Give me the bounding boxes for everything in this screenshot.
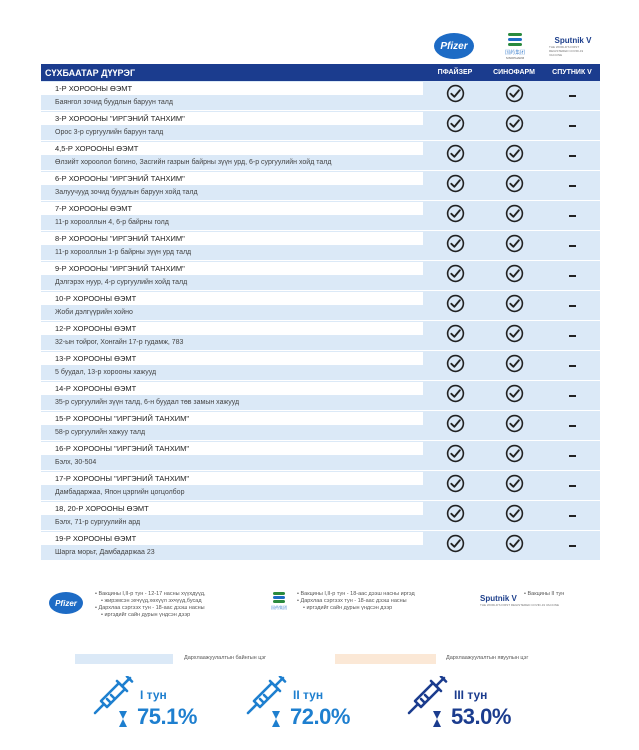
vaccine-logos: [0, 30, 639, 62]
legend-label-permanent: Дархлаажуулалтын байнгын цэг: [184, 655, 267, 661]
site-address: 11-р хорооллын 1-р байрны зүүн урд талд: [55, 249, 192, 256]
hourglass-icon: [432, 710, 442, 728]
dash-icon: [569, 275, 576, 277]
site-name: 3-Р ХОРООНЫ "ИРГЭНИЙ ТАНХИМ": [41, 112, 423, 125]
check-circle-icon: [446, 234, 465, 258]
note-line: • Вакцины II тун: [524, 591, 564, 598]
availability-sputnik: [543, 473, 601, 499]
check-circle-icon: [446, 474, 465, 498]
sputnik-logo-text: Sputnik V: [554, 35, 592, 45]
table-row: [41, 111, 600, 141]
site-name: 17-Р ХОРООНЫ "ИРГЭНИЙ ТАНХИМ": [41, 472, 423, 485]
availability-sputnik: [543, 113, 601, 139]
dash-icon: [569, 485, 576, 487]
dash-icon: [569, 335, 576, 337]
availability-sinopharm: [485, 263, 543, 289]
site-address: Баянгол зочид буудлын баруун талд: [55, 99, 173, 106]
availability-sinopharm: [485, 383, 543, 409]
site-address: Бэлх, 30-504: [55, 459, 97, 466]
table-row: [41, 321, 600, 351]
availability-pfizer: [426, 353, 484, 379]
availability-pfizer: [426, 143, 484, 169]
availability-sinopharm: [485, 203, 543, 229]
pfizer-logo: [432, 30, 476, 62]
note-sinopharm-text: [297, 591, 415, 612]
dash-icon: [569, 215, 576, 217]
availability-pfizer: [426, 83, 484, 109]
availability-sinopharm: [485, 143, 543, 169]
check-circle-icon: [446, 144, 465, 168]
site-name: 10-Р ХОРООНЫ ӨЭМТ: [41, 292, 423, 305]
availability-sinopharm: [485, 353, 543, 379]
dash-icon: [569, 395, 576, 397]
vaccine-notes: [0, 588, 639, 628]
availability-sputnik: [543, 83, 601, 109]
check-circle-icon: [446, 264, 465, 288]
hourglass-icon: [118, 710, 128, 728]
column-header-sinopharm: СИНОФАРМ: [493, 69, 535, 76]
availability-sputnik: [543, 323, 601, 349]
vaccination-stats: [0, 676, 639, 736]
site-name: 7-Р ХОРООНЫ ӨЭМТ: [41, 202, 423, 215]
table-row: [41, 261, 600, 291]
table-row: [41, 441, 600, 471]
availability-sputnik: [543, 503, 601, 529]
check-circle-icon: [505, 144, 524, 168]
check-circle-icon: [505, 534, 524, 558]
site-address: 32-ын тойрог, Хонгайн 17-р гудамж, 783: [55, 339, 184, 346]
site-address: Өлзийт хороолол богино, Засгийн газрын байрны зүүн урд, 6-р сургуулийн хойд талд: [55, 159, 332, 166]
check-circle-icon: [505, 414, 524, 438]
check-circle-icon: [505, 294, 524, 318]
dose-label: III тун: [454, 688, 488, 702]
availability-sinopharm: [485, 533, 543, 559]
hourglass-icon: [271, 710, 281, 728]
site-address: Дэлгэрэх нуур, 4-р сургуулийн хойд талд: [55, 279, 188, 286]
availability-pfizer: [426, 443, 484, 469]
check-circle-icon: [446, 324, 465, 348]
table-row: [41, 471, 600, 501]
availability-sinopharm: [485, 173, 543, 199]
availability-sputnik: [543, 203, 601, 229]
check-circle-icon: [446, 354, 465, 378]
check-circle-icon: [505, 504, 524, 528]
availability-sinopharm: [485, 113, 543, 139]
note-pfizer-logo: Pfizer: [49, 592, 83, 614]
availability-sputnik: [543, 443, 601, 469]
check-circle-icon: [446, 504, 465, 528]
note-line: • Вакцины I,II-р тун - 18-аас дээш насны иргэд: [297, 591, 415, 598]
dose-percent: 75.1%: [137, 704, 197, 729]
dash-icon: [569, 545, 576, 547]
table-row: [41, 381, 600, 411]
check-circle-icon: [446, 84, 465, 108]
site-name: 8-Р ХОРООНЫ "ИРГЭНИЙ ТАНХИМ": [41, 232, 423, 245]
site-name: 13-Р ХОРООНЫ ӨЭМТ: [41, 352, 423, 365]
note-sputnik-logo-text: Sputnik V: [480, 594, 517, 603]
syringe-icon: [245, 676, 289, 716]
sputnik-logo: [549, 30, 597, 62]
sinopharm-mark-icon: [272, 592, 286, 604]
table-row: [41, 171, 600, 201]
site-name: 6-Р ХОРООНЫ "ИРГЭНИЙ ТАНХИМ": [41, 172, 423, 185]
sinopharm-mark-icon: [506, 33, 524, 47]
check-circle-icon: [505, 474, 524, 498]
site-name: 1-Р ХОРООНЫ ӨЭМТ: [41, 82, 423, 95]
note-line: • Дархлаа сэргээх тун - 18-аас дээш насны: [95, 605, 206, 612]
dash-icon: [569, 155, 576, 157]
table-row: [41, 141, 600, 171]
availability-sinopharm: [485, 233, 543, 259]
dash-icon: [569, 125, 576, 127]
availability-sinopharm: [485, 293, 543, 319]
check-circle-icon: [505, 324, 524, 348]
dash-icon: [569, 185, 576, 187]
site-address: 5 буудал, 13-р хорооны хажууд: [55, 369, 157, 376]
availability-pfizer: [426, 233, 484, 259]
availability-sinopharm: [485, 323, 543, 349]
availability-pfizer: [426, 473, 484, 499]
sinopharm-logo: [497, 30, 533, 62]
site-name: 19-Р ХОРООНЫ ӨЭМТ: [41, 532, 423, 545]
check-circle-icon: [505, 84, 524, 108]
availability-sputnik: [543, 263, 601, 289]
dash-icon: [569, 305, 576, 307]
availability-sputnik: [543, 143, 601, 169]
site-address: 58-р сургуулийн хажуу талд: [55, 429, 146, 436]
legend: [0, 654, 639, 666]
dash-icon: [569, 455, 576, 457]
note-sinopharm-logo: [266, 592, 292, 618]
site-address: Залуучууд зочид буудлын баруун хойд талд: [55, 189, 198, 196]
availability-pfizer: [426, 113, 484, 139]
sinopharm-logo-cn: 国药集团: [504, 49, 525, 56]
table-row: [41, 501, 600, 531]
table-row: [41, 411, 600, 441]
site-name: 15-Р ХОРООНЫ "ИРГЭНИЙ ТАНХИМ": [41, 412, 423, 425]
note-line: • Дархлаа сэргээх тун - 18-аас дээш насны: [297, 598, 415, 605]
check-circle-icon: [505, 174, 524, 198]
district-title: СҮХБААТАР ДҮҮРЭГ: [45, 67, 136, 78]
availability-sputnik: [543, 413, 601, 439]
availability-sinopharm: [485, 413, 543, 439]
table-row: [41, 291, 600, 321]
site-name: 18, 20-Р ХОРООНЫ ӨЭМТ: [41, 502, 423, 515]
availability-pfizer: [426, 293, 484, 319]
site-name: 9-Р ХОРООНЫ "ИРГЭНИЙ ТАНХИМ": [41, 262, 423, 275]
availability-pfizer: [426, 413, 484, 439]
site-address: Бэлх, 71-р сургуулийн ард: [55, 519, 141, 526]
availability-pfizer: [426, 383, 484, 409]
table-row: [41, 531, 600, 561]
site-name: 16-Р ХОРООНЫ "ИРГЭНИЙ ТАНХИМ": [41, 442, 423, 455]
site-address: 11-р хорооллын 4, 6-р байрны голд: [55, 219, 169, 226]
pfizer-logo-text: Pfizer: [434, 33, 474, 59]
dash-icon: [569, 365, 576, 367]
column-header-sputnik: СПУТНИК V: [552, 69, 592, 76]
availability-sputnik: [543, 533, 601, 559]
check-circle-icon: [446, 114, 465, 138]
note-pfizer-text: [95, 591, 206, 619]
availability-pfizer: [426, 173, 484, 199]
availability-pfizer: [426, 533, 484, 559]
check-circle-icon: [505, 204, 524, 228]
check-circle-icon: [446, 174, 465, 198]
dose-label: I тун: [140, 688, 167, 702]
availability-sinopharm: [485, 473, 543, 499]
check-circle-icon: [446, 204, 465, 228]
dash-icon: [569, 245, 576, 247]
syringe-icon: [92, 676, 136, 716]
note-sputnik-text: [524, 591, 564, 598]
table-row: [41, 231, 600, 261]
check-circle-icon: [505, 384, 524, 408]
site-name: 12-Р ХОРООНЫ ӨЭМТ: [41, 322, 423, 335]
availability-pfizer: [426, 203, 484, 229]
table-row: [41, 81, 600, 111]
availability-sputnik: [543, 173, 601, 199]
check-circle-icon: [446, 294, 465, 318]
site-name: 4,5-Р ХОРООНЫ ӨЭМТ: [41, 142, 423, 155]
sinopharm-logo-en: SINOPHARM: [505, 55, 525, 60]
availability-sinopharm: [485, 83, 543, 109]
legend-swatch-mobile: [335, 654, 436, 664]
availability-sinopharm: [485, 443, 543, 469]
dash-icon: [569, 425, 576, 427]
availability-pfizer: [426, 263, 484, 289]
check-circle-icon: [446, 384, 465, 408]
site-address: Шарга морьт, Дамбадаржаа 23: [55, 549, 155, 556]
note-line: • иргэдийг сайн дурын үндсэн дээр: [95, 612, 206, 619]
legend-label-mobile: Дархлаажуулалтын явуулын цэг: [446, 655, 529, 661]
dash-icon: [569, 95, 576, 97]
note-sinopharm-logo-text: 国药集团: [271, 605, 287, 610]
table-row: [41, 351, 600, 381]
table-header: [41, 64, 600, 81]
legend-swatch-permanent: [75, 654, 173, 664]
site-address: Жоби дэлгүүрийн хойно: [55, 309, 133, 316]
note-line: • Вакцины I,II-р тун - 12-17 насны хүүхдүүд,: [95, 591, 206, 598]
availability-sputnik: [543, 233, 601, 259]
availability-sputnik: [543, 383, 601, 409]
vaccination-sites-table: [41, 64, 600, 561]
check-circle-icon: [446, 414, 465, 438]
check-circle-icon: [505, 354, 524, 378]
column-header-pfizer: ПФАЙЗЕР: [437, 69, 473, 76]
check-circle-icon: [505, 444, 524, 468]
dose-percent: 72.0%: [290, 704, 350, 729]
check-circle-icon: [505, 114, 524, 138]
site-address: 35-р сургуулийн зүүн талд, 6-н буудал төв замын хажууд: [55, 399, 240, 406]
availability-pfizer: [426, 323, 484, 349]
site-name: 14-Р ХОРООНЫ ӨЭМТ: [41, 382, 423, 395]
sputnik-logo-sub: THE WORLD'S FIRST REGISTERED COVID-19 VACCINE: [549, 44, 584, 57]
availability-sinopharm: [485, 503, 543, 529]
dose-percent: 53.0%: [451, 704, 511, 729]
table-row: [41, 201, 600, 231]
check-circle-icon: [446, 444, 465, 468]
check-circle-icon: [446, 534, 465, 558]
dash-icon: [569, 515, 576, 517]
table-body: [41, 81, 600, 561]
dose-label: II тун: [293, 688, 324, 702]
check-circle-icon: [505, 234, 524, 258]
availability-sputnik: [543, 293, 601, 319]
note-line: • иргэдийг сайн дурын үндсэн дээр: [297, 605, 415, 612]
note-sputnik-logo-sub: THE WORLD'S FIRST REGISTERED COVID-19 VACCINE: [480, 603, 559, 607]
availability-pfizer: [426, 503, 484, 529]
check-circle-icon: [505, 264, 524, 288]
site-address: Орос 3-р сургуулийн баруун талд: [55, 129, 164, 136]
site-address: Дамбадаржаа, Япон цэргийн цогцолбор: [55, 489, 185, 496]
syringe-icon: [406, 676, 450, 716]
availability-sputnik: [543, 353, 601, 379]
note-line: • жирэмсэн эхчүүд,хөхүүл эхчүүд,бусад: [95, 598, 206, 605]
